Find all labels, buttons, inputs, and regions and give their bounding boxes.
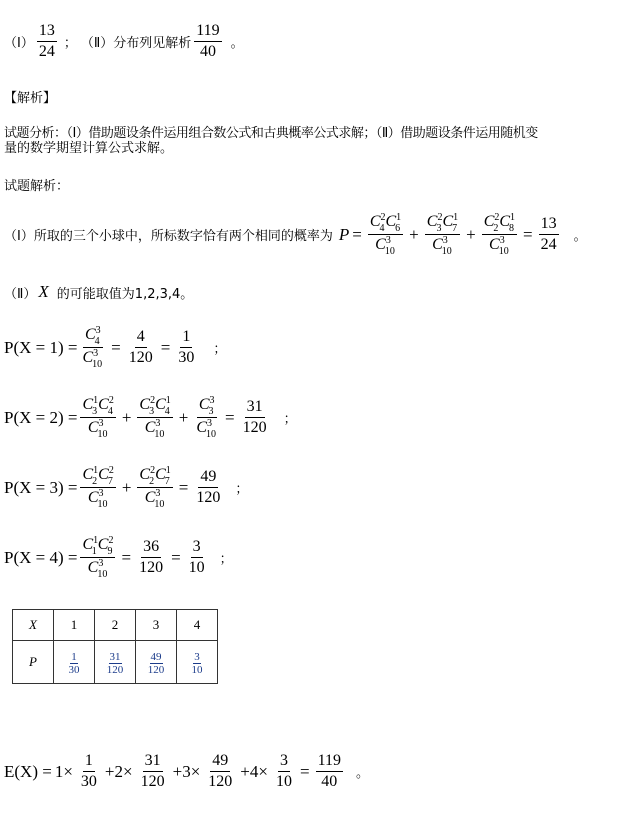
table-header-cell: 1 <box>54 610 95 641</box>
px-2-lhs: P(X = 2) = <box>4 407 78 427</box>
solution-header: 试题解析： <box>4 179 70 194</box>
part2-line <box>4 282 193 302</box>
answer-part2-label: （Ⅱ）分布列见解析 <box>80 36 192 51</box>
part1-term-1: $\frac{C^2_4C^1_6}{C^3_{10}}$ <box>369 212 402 257</box>
part2-var: X <box>38 282 49 301</box>
px-3-lhs: P(X = 3) = <box>4 477 78 497</box>
table-header-cell: 2 <box>95 610 136 641</box>
answer-line <box>4 22 244 61</box>
part1-term-3: $\frac{C^2_2C^1_8}{C^3_{10}}$ <box>483 212 516 257</box>
table-header-cell: 3 <box>136 610 177 641</box>
table-prob-cell: $\frac{3}{10}$ <box>177 641 218 684</box>
px-1-line: P(X = 1) = $\frac{C^3_4}{C^3_{10}}$ = $\frac{4}{120}$ = $\frac{1}{30}$ ； <box>4 325 227 370</box>
part1-P: P <box>338 224 350 244</box>
px-4-lhs: P(X = 4) = <box>4 547 78 567</box>
table-header-cell: 4 <box>177 610 218 641</box>
table-prob-cell: $\frac{31}{120}$ <box>95 641 136 684</box>
px-3-line: P(X = 3) = $\frac{C^1_2C^2_7}{C^3_{10}}$ + $\frac{C^2_2C^1_7}{C^3_{10}}$ = $\frac{49}{120}$ ； <box>4 465 249 510</box>
px-2-line: P(X = 2) = $\frac{C^1_3C^2_4}{C^3_{10}}$ + $\frac{C^2_3C^1_4}{C^3_{10}}$ + $\frac{C^3_3}{C^3_{10}}$ = $\frac{31}{120}$ ； <box>4 395 297 440</box>
part1-text: （Ⅰ）所取的三个小球中，所标数字恰有两个相同的概率为 <box>4 229 333 244</box>
part2-text: 的可能取值为1,2,3,4。 <box>56 286 194 302</box>
px-4-line: P(X = 4) = $\frac{C^1_1C^2_9}{C^3_{10}}$ = $\frac{36}{120}$ = $\frac{3}{10}$ ； <box>4 535 233 580</box>
part1-result: $\frac{13}{24}$ <box>540 215 557 253</box>
expectation-end: 。 <box>355 766 369 781</box>
section-header: 【解析】 <box>4 91 57 106</box>
table-header-cell: X <box>13 610 54 641</box>
answer-separator: ； <box>63 36 77 51</box>
expectation-lhs: E(X) = <box>4 761 52 781</box>
part1-term-2: $\frac{C^2_3C^1_7}{C^3_{10}}$ <box>426 212 459 257</box>
table-prob-row <box>13 641 218 684</box>
answer-part1-label: （Ⅰ） <box>4 36 34 51</box>
table-header-row <box>13 610 218 641</box>
expectation-line: E(X) = 1× $\frac{1}{30}$ +2× $\frac{31}{120}$ +3× $\frac{49}{120}$ +4× $\frac{3}{10}$ = $\frac{119}{40}$ 。 <box>4 752 369 790</box>
distribution-table <box>12 609 218 684</box>
part1-line: （Ⅰ）所取的三个小球中，所标数字恰有两个相同的概率为 P = $\frac{C^2_4C^1_6}{C^3_{10}}$ + $\frac{C^2_3C^1_7}{C^3_{10}}$ + $\frac{C^2_2C^1_8}{C^3_{10}}$ = $\frac{13}{24}$ 。 <box>4 212 587 257</box>
part1-end: 。 <box>573 229 587 244</box>
analysis-line-2: 量的数学期望计算公式求解。 <box>4 141 174 156</box>
analysis-line-1: 试题分析：（Ⅰ）借助题设条件运用组合数公式和古典概率公式求解；（Ⅱ）借助题设条件运用随机变 <box>4 126 538 141</box>
table-prob-cell: $\frac{1}{30}$ <box>54 641 95 684</box>
part2-prefix: （Ⅱ） <box>4 286 37 302</box>
table-prob-cell: $\frac{49}{120}$ <box>136 641 177 684</box>
answer-fraction-2: $\frac{119}{40}$ <box>196 22 220 60</box>
table-row-label: P <box>13 641 54 684</box>
px-1-lhs: P(X = 1) = <box>4 337 78 357</box>
answer-end: 。 <box>230 36 244 51</box>
answer-fraction-1: $\frac{13}{24}$ <box>38 22 55 60</box>
